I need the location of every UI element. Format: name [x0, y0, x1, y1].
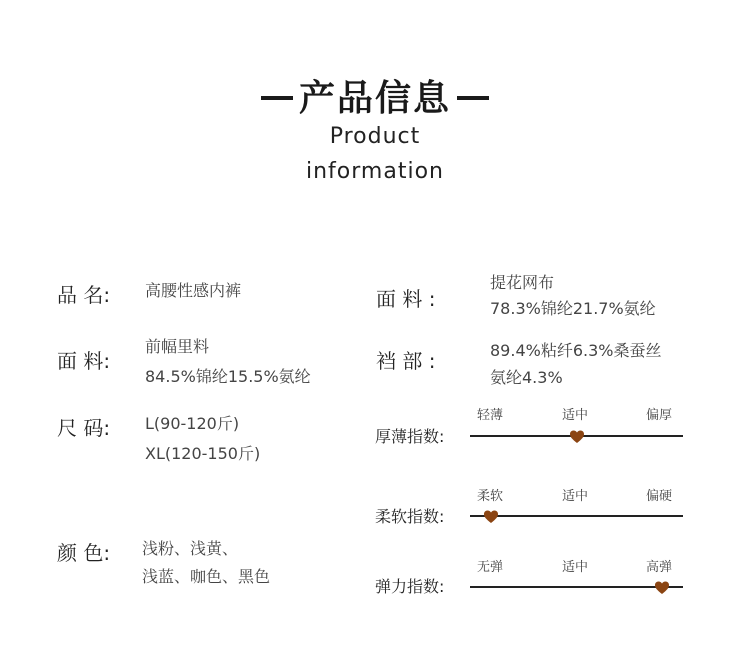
fabric-label-right: 面 料 : — [376, 287, 436, 311]
scale-line — [470, 586, 683, 588]
title-dash-right — [457, 96, 489, 100]
heart-marker-icon — [483, 509, 499, 525]
scale-line — [470, 515, 683, 517]
page-title — [0, 70, 750, 121]
subtitle-line1: Product — [329, 124, 421, 149]
fabric-line2-left: 84.5%锦纶15.5%氨纶 — [145, 367, 311, 386]
title-text: 产品信息 — [298, 78, 451, 119]
crotch-label: 裆 部 : — [376, 349, 436, 373]
scale-label: 弹力指数: — [375, 577, 445, 596]
fabric-line1-right: 提花网布 — [490, 273, 555, 292]
color-line2: 浅蓝、咖色、黑色 — [142, 567, 271, 586]
scale-tick-mid: 适中 — [562, 560, 589, 575]
scale-tick-high: 偏硬 — [646, 489, 673, 504]
subtitle-line2: information — [306, 159, 444, 184]
color-line1: 浅粉、浅黄、 — [142, 539, 239, 558]
scale-label: 厚薄指数: — [375, 427, 445, 446]
scale-tick-low: 柔软 — [477, 489, 504, 504]
size-label: 尺 码: — [57, 416, 111, 440]
fabric-line2-right: 78.3%锦纶21.7%氨纶 — [490, 299, 656, 318]
scale-label: 柔软指数: — [375, 507, 445, 526]
heart-marker-icon — [569, 429, 585, 445]
color-label: 颜 色: — [57, 541, 111, 565]
title-dash-left — [261, 96, 293, 100]
name-label: 品 名: — [57, 283, 111, 307]
crotch-line2: 氨纶4.3% — [490, 368, 563, 387]
scale-tick-low: 轻薄 — [477, 408, 504, 423]
scale-tick-high: 高弹 — [646, 560, 673, 575]
size-line1: L(90-120斤) — [145, 414, 240, 433]
name-value: 高腰性感内裤 — [145, 281, 242, 300]
scale-tick-high: 偏厚 — [646, 408, 673, 423]
size-line2: XL(120-150斤) — [145, 444, 261, 463]
crotch-line1: 89.4%粘纤6.3%桑蚕丝 — [490, 341, 662, 360]
scale-tick-low: 无弹 — [477, 560, 504, 575]
heart-marker-icon — [654, 580, 670, 596]
fabric-line1-left: 前幅里料 — [145, 337, 210, 356]
scale-tick-mid: 适中 — [562, 489, 589, 504]
fabric-label-left: 面 料: — [57, 349, 111, 373]
scale-tick-mid: 适中 — [562, 408, 589, 423]
